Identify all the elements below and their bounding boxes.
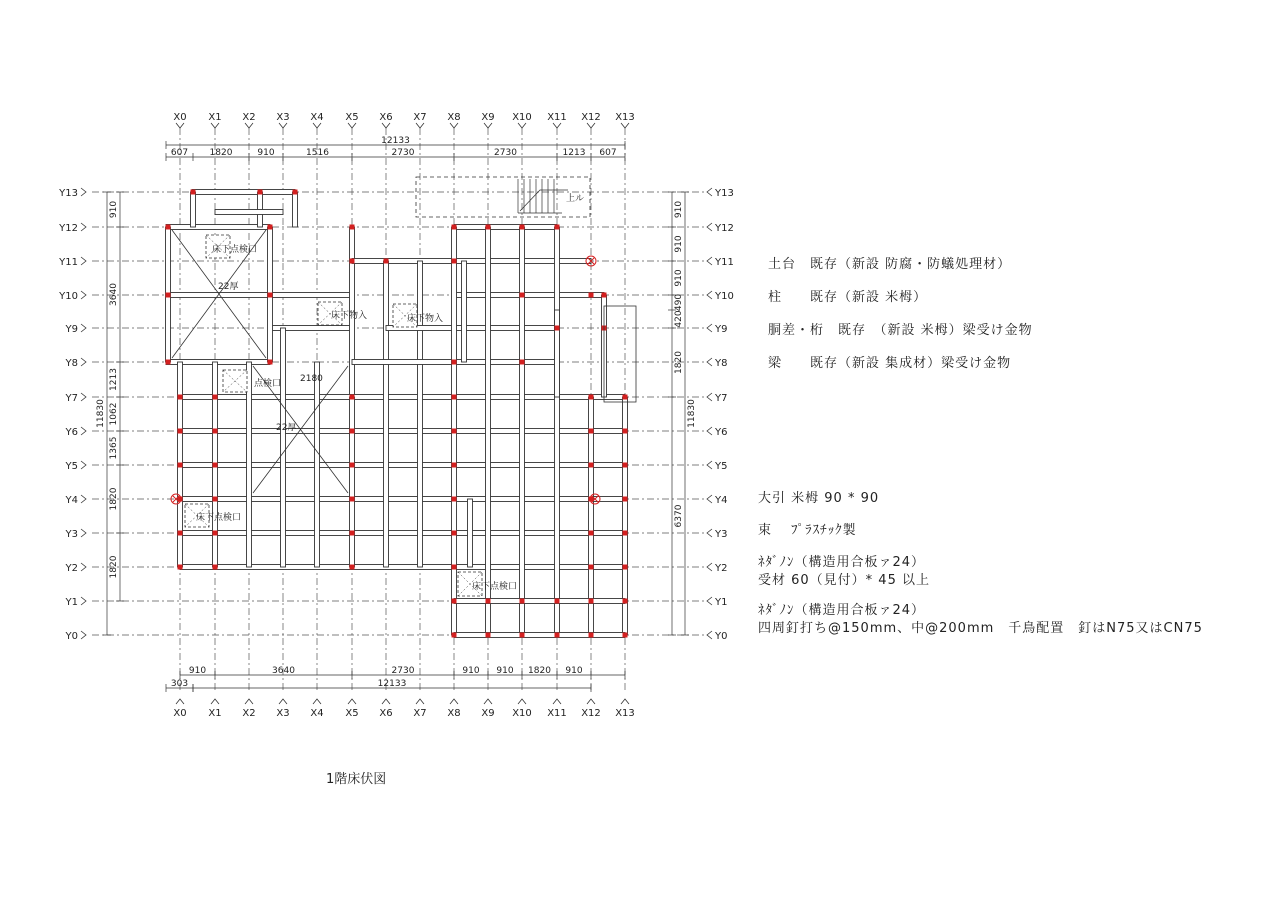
dim-right-value: 420 [674,310,684,328]
joint-marker [213,463,218,468]
dim-left-value: 1365 [109,436,119,460]
grid-label-top-x10: X10 [512,112,532,123]
label-thickness-1: 22厚 [218,282,239,292]
joint-marker [213,429,218,434]
joint-marker [520,225,525,230]
grid-label-right-y0: Y0 [715,631,728,642]
joint-marker [166,360,171,365]
dim-bottom-value: 3640 [272,666,295,676]
joint-marker [268,360,273,365]
joint-marker [452,565,457,570]
grid-label-top-x5: X5 [345,112,359,123]
joint-marker [452,259,457,264]
grid-tick-left [81,563,86,571]
joint-marker [623,565,628,570]
grid-tick-bottom [279,699,287,704]
beam-vertical [468,499,473,567]
note-nailing: 四周釘打ち@150mm、中@200mm 千鳥配置 釘はN75又はCN75 [758,621,1203,636]
beam-horizontal [352,259,454,264]
dim-bottom-value: 910 [565,666,583,676]
dim-bottom-value: 2730 [391,666,415,676]
material-notes-bottom [758,490,1203,638]
joint-marker [520,293,525,298]
dim-right-total-value: 11830 [687,399,697,428]
grid-tick-bottom [245,699,253,704]
grid-label-right-y2: Y2 [715,563,728,574]
joint-marker [555,599,560,604]
grid-tick-top [348,123,356,128]
grid-label-bottom-x1: X1 [208,708,222,719]
dim-right-value: 1820 [674,351,684,374]
joint-marker [350,225,355,230]
grid-label-left-y8: Y8 [65,358,78,369]
dim-top-value: 1213 [562,148,586,158]
beam-vertical [247,362,252,567]
grid-label-right-y4: Y4 [715,495,728,506]
joint-marker [452,463,457,468]
grid-label-right-y5: Y5 [715,461,728,472]
floor-beams [166,190,628,638]
note-column: 柱 既存（新設 米栂） [768,290,928,305]
dim-left-value: 3640 [109,283,119,306]
dim-top-value: 910 [257,148,275,158]
joint-marker [178,463,183,468]
grid-label-right-y10: Y10 [715,291,734,302]
grid-tick-left [81,291,86,299]
joint-marker [350,565,355,570]
grid-label-left-y4: Y4 [65,495,78,506]
joint-marker [486,599,491,604]
note-girder: 胴差・桁 既存 （新設 米栂）梁受け金物 [768,323,1033,338]
grid-label-top-x0: X0 [173,112,187,123]
joint-marker [555,633,560,638]
grid-label-top-x11: X11 [547,112,567,123]
grid-label-right-y12: Y12 [715,223,734,234]
grid-tick-top [245,123,253,128]
joint-marker [191,190,196,195]
joint-marker [555,326,560,331]
joint-marker [452,225,457,230]
grid-tick-left [81,324,86,332]
beam-vertical [281,328,286,567]
beam-vertical [191,192,196,227]
grid-label-left-y6: Y6 [65,427,78,438]
joint-marker [589,531,594,536]
note-plywood-1: ﾈﾀﾞﾉﾝ（構造用合板ァ24） [758,555,926,570]
dim-top-value: 1516 [306,148,329,158]
material-notes-top [768,248,1033,380]
grid-label-left-y3: Y3 [65,529,78,540]
grid-tick-left [81,597,86,605]
grid-tick-top [621,123,629,128]
label-storage-1: 床下物入 [331,311,368,321]
joint-marker [166,225,171,230]
joint-marker [589,599,594,604]
grid-tick-top [587,123,595,128]
grid-label-right-y8: Y8 [715,358,728,369]
grid-labels [58,112,734,719]
joint-marker [555,225,560,230]
joint-marker [452,360,457,365]
grid-tick-bottom [450,699,458,704]
stair-outline [416,177,590,217]
grid-label-bottom-x0: X0 [173,708,187,719]
grid-tick-right [707,223,712,231]
grid-tick-left [81,529,86,537]
joint-marker [350,531,355,536]
joint-marker [623,531,628,536]
joint-marker [213,565,218,570]
grid-tick-bottom [176,699,184,704]
joint-marker [589,293,594,298]
grid-tick-top [211,123,219,128]
dim-bottom-value: 910 [496,666,514,676]
joint-marker [350,497,355,502]
grid-label-bottom-x7: X7 [413,708,427,719]
grid-tick-left [81,257,86,265]
dim-top-value: 2730 [391,148,415,158]
grid-tick-left [81,427,86,435]
dim-bottom-value: 910 [188,666,207,676]
grid-tick-top [484,123,492,128]
joint-marker [520,633,525,638]
dim-right-value: 910 [674,200,684,219]
grid-tick-right [707,324,712,332]
joint-marker [178,531,183,536]
grid-tick-bottom [518,699,526,704]
beam-vertical [520,227,525,635]
dim-top-value: 2730 [494,148,517,158]
grid-label-top-x7: X7 [413,112,427,123]
dim-right-value: 490 [674,293,684,312]
grid-label-left-y13: Y13 [59,188,78,199]
grid-label-right-y7: Y7 [715,393,728,404]
grid-tick-right [707,597,712,605]
dim-top-total-value: 12133 [381,136,410,146]
beam-horizontal [454,225,557,230]
grid-label-right-y9: Y9 [715,324,728,335]
dim-left-value: 1820 [109,487,119,511]
joint-marker [350,463,355,468]
grid-tick-right [707,495,712,503]
grid-tick-left [81,358,86,366]
grid-tick-top [176,123,184,128]
joint-marker [623,463,628,468]
grid-tick-left [81,188,86,196]
note-post: 束 ﾌﾟﾗｽﾁｯｸ製 [758,523,857,538]
beam-vertical [384,261,389,567]
joint-marker [178,429,183,434]
grid-tick-right [707,461,712,469]
grid-label-bottom-x6: X6 [379,708,393,719]
beam-vertical [350,397,355,567]
joint-marker [213,395,218,400]
stair-arrow [520,190,568,211]
grid-label-right-y1: Y1 [715,597,728,608]
beam-vertical [418,261,423,567]
dim-bottom-value: 910 [462,666,480,676]
dim-top-value: 607 [170,148,189,158]
grid-label-left-y9: Y9 [65,324,78,335]
grid-tick-left [81,631,86,639]
grid-label-top-x12: X12 [581,112,601,123]
grid-label-bottom-x12: X12 [581,708,601,719]
beam-horizontal [192,190,295,195]
note-sill: 土台 既存（新設 防腐・防蟻処理材） [768,257,1012,272]
grid-tick-bottom [416,699,424,704]
dim-right-value: 910 [674,269,684,287]
beam-horizontal [215,210,283,215]
grid-label-bottom-x9: X9 [481,708,495,719]
beam-horizontal [454,599,625,604]
beam-horizontal [454,293,604,298]
grid-tick-right [707,257,712,265]
dim-bottom-value: 1820 [528,666,551,676]
grid-label-top-x9: X9 [481,112,495,123]
balcony-frame [604,306,636,402]
grid-tick-top [518,123,526,128]
dim-right-value: 910 [674,235,684,253]
joint-marker [452,633,457,638]
dim-top-value: 1820 [209,148,233,158]
joint-marker [623,395,628,400]
joint-marker [520,599,525,604]
beam-horizontal [454,633,625,638]
grid-label-left-y12: Y12 [59,223,78,234]
grid-tick-bottom [313,699,321,704]
grid-label-top-x4: X4 [310,112,324,123]
joint-marker [452,395,457,400]
beam-horizontal [454,360,557,365]
dim-left-total-value: 11830 [96,399,106,428]
grid-tick-top [553,123,561,128]
joint-marker [623,497,628,502]
grid-label-bottom-x8: X8 [447,708,461,719]
joint-marker [452,429,457,434]
joint-marker [589,429,594,434]
joint-marker [452,531,457,536]
joint-marker [520,360,525,365]
grid-label-bottom-x3: X3 [276,708,290,719]
note-sleeper: 大引 米栂 90 * 90 [758,491,880,506]
grid-tick-top [450,123,458,128]
joint-marker [623,429,628,434]
grid-tick-bottom [382,699,390,704]
beam-vertical [486,227,491,635]
grid-tick-bottom [211,699,219,704]
label-inspection-1: 床下点検口 [212,245,258,255]
dim-left-value: 1213 [109,368,119,391]
grid-tick-left [81,495,86,503]
beam-vertical [555,310,560,397]
drawing-title: 1階床伏図 [326,772,387,787]
grid-tick-right [707,291,712,299]
joint-marker [589,463,594,468]
grid-tick-bottom [621,699,629,704]
grid-tick-right [707,188,712,196]
grid-tick-bottom [348,699,356,704]
joint-marker [350,259,355,264]
grid-tick-right [707,631,712,639]
joint-marker [213,497,218,502]
beam-horizontal [454,326,557,331]
joint-marker [293,190,298,195]
label-dim-2180: 2180 [300,374,323,384]
beam-vertical [555,227,560,635]
grid-tick-top [313,123,321,128]
grid-label-left-y0: Y0 [65,631,78,642]
joint-marker [350,429,355,434]
joint-marker [166,293,171,298]
dimension-lines [96,136,697,692]
note-plywood-2: ﾈﾀﾞﾉﾝ（構造用合板ァ24） [758,603,926,618]
grid-label-right-y13: Y13 [715,188,734,199]
joint-marker [178,395,183,400]
grid-tick-left [81,223,86,231]
grid-tick-top [382,123,390,128]
joint-marker [589,395,594,400]
note-receiver: 受材 60（見付）* 45 以上 [758,573,930,588]
dim-left-value: 1062 [109,402,119,426]
grid-label-left-y10: Y10 [59,291,78,302]
grid-tick-bottom [587,699,595,704]
label-inspection-3: 床下点検口 [196,513,242,523]
beam-vertical [315,362,320,567]
grid-tick-right [707,529,712,537]
joint-marker [268,293,273,298]
grid-label-top-x3: X3 [276,112,290,123]
dim-bottom-small-value: 303 [170,679,189,689]
beam-horizontal [352,360,454,365]
joint-marker [178,565,183,570]
grid-lines [92,128,706,692]
grid-label-left-y1: Y1 [65,597,78,608]
grid-label-left-y11: Y11 [59,257,78,268]
grid-label-bottom-x4: X4 [310,708,324,719]
joint-marker [623,599,628,604]
joint-marker [452,599,457,604]
grid-tick-left [81,393,86,401]
label-stairs-up: 上ル [566,194,585,204]
dim-bottom-total-value: 12133 [377,679,407,689]
grid-label-left-y7: Y7 [65,393,78,404]
grid-tick-right [707,563,712,571]
beam-vertical [293,192,298,227]
grid-label-bottom-x11: X11 [547,708,567,719]
joint-marker [602,293,607,298]
label-inspection-4: 床下点検口 [472,582,518,592]
joint-marker [258,190,263,195]
grid-tick-bottom [484,699,492,704]
joint-marker [268,225,273,230]
grid-label-bottom-x13: X13 [615,708,635,719]
grid-label-left-y2: Y2 [65,563,78,574]
grid-label-top-x8: X8 [447,112,461,123]
grid-label-top-x2: X2 [242,112,256,123]
dim-left-value: 910 [109,200,119,219]
grid-label-top-x1: X1 [208,112,222,123]
beam-horizontal [166,293,352,298]
label-storage-2: 床下物入 [407,314,444,324]
grid-label-left-y5: Y5 [65,461,78,472]
label-thickness-2: 22厚 [276,423,297,433]
joint-marker [486,225,491,230]
grid-label-right-y11: Y11 [715,257,734,268]
grid-label-top-x13: X13 [615,112,635,123]
grid-label-bottom-x5: X5 [345,708,359,719]
grid-label-right-y3: Y3 [715,529,728,540]
dim-right-value: 6370 [674,504,684,528]
grid-tick-right [707,427,712,435]
grid-label-bottom-x10: X10 [512,708,532,719]
joint-marker [623,633,628,638]
grid-tick-right [707,358,712,366]
grid-tick-left [81,461,86,469]
grid-tick-top [416,123,424,128]
joint-marker [589,565,594,570]
grid-label-right-y6: Y6 [715,427,728,438]
note-beam: 梁 既存（新設 集成材）梁受け金物 [768,356,1012,371]
grid-tick-right [707,393,712,401]
beam-horizontal [166,225,270,230]
joint-marker [213,531,218,536]
label-inspection-2: 点検口 [254,379,282,389]
joint-marker [350,395,355,400]
joint-marker [384,259,389,264]
grid-label-bottom-x2: X2 [242,708,256,719]
grid-label-top-x6: X6 [379,112,393,123]
grid-tick-top [279,123,287,128]
joint-marker [589,633,594,638]
joint-marker [452,497,457,502]
grid-tick-bottom [553,699,561,704]
dim-left-value: 1820 [109,555,119,579]
dim-top-value: 607 [599,148,617,158]
beam-vertical [462,261,467,362]
joint-marker [486,633,491,638]
